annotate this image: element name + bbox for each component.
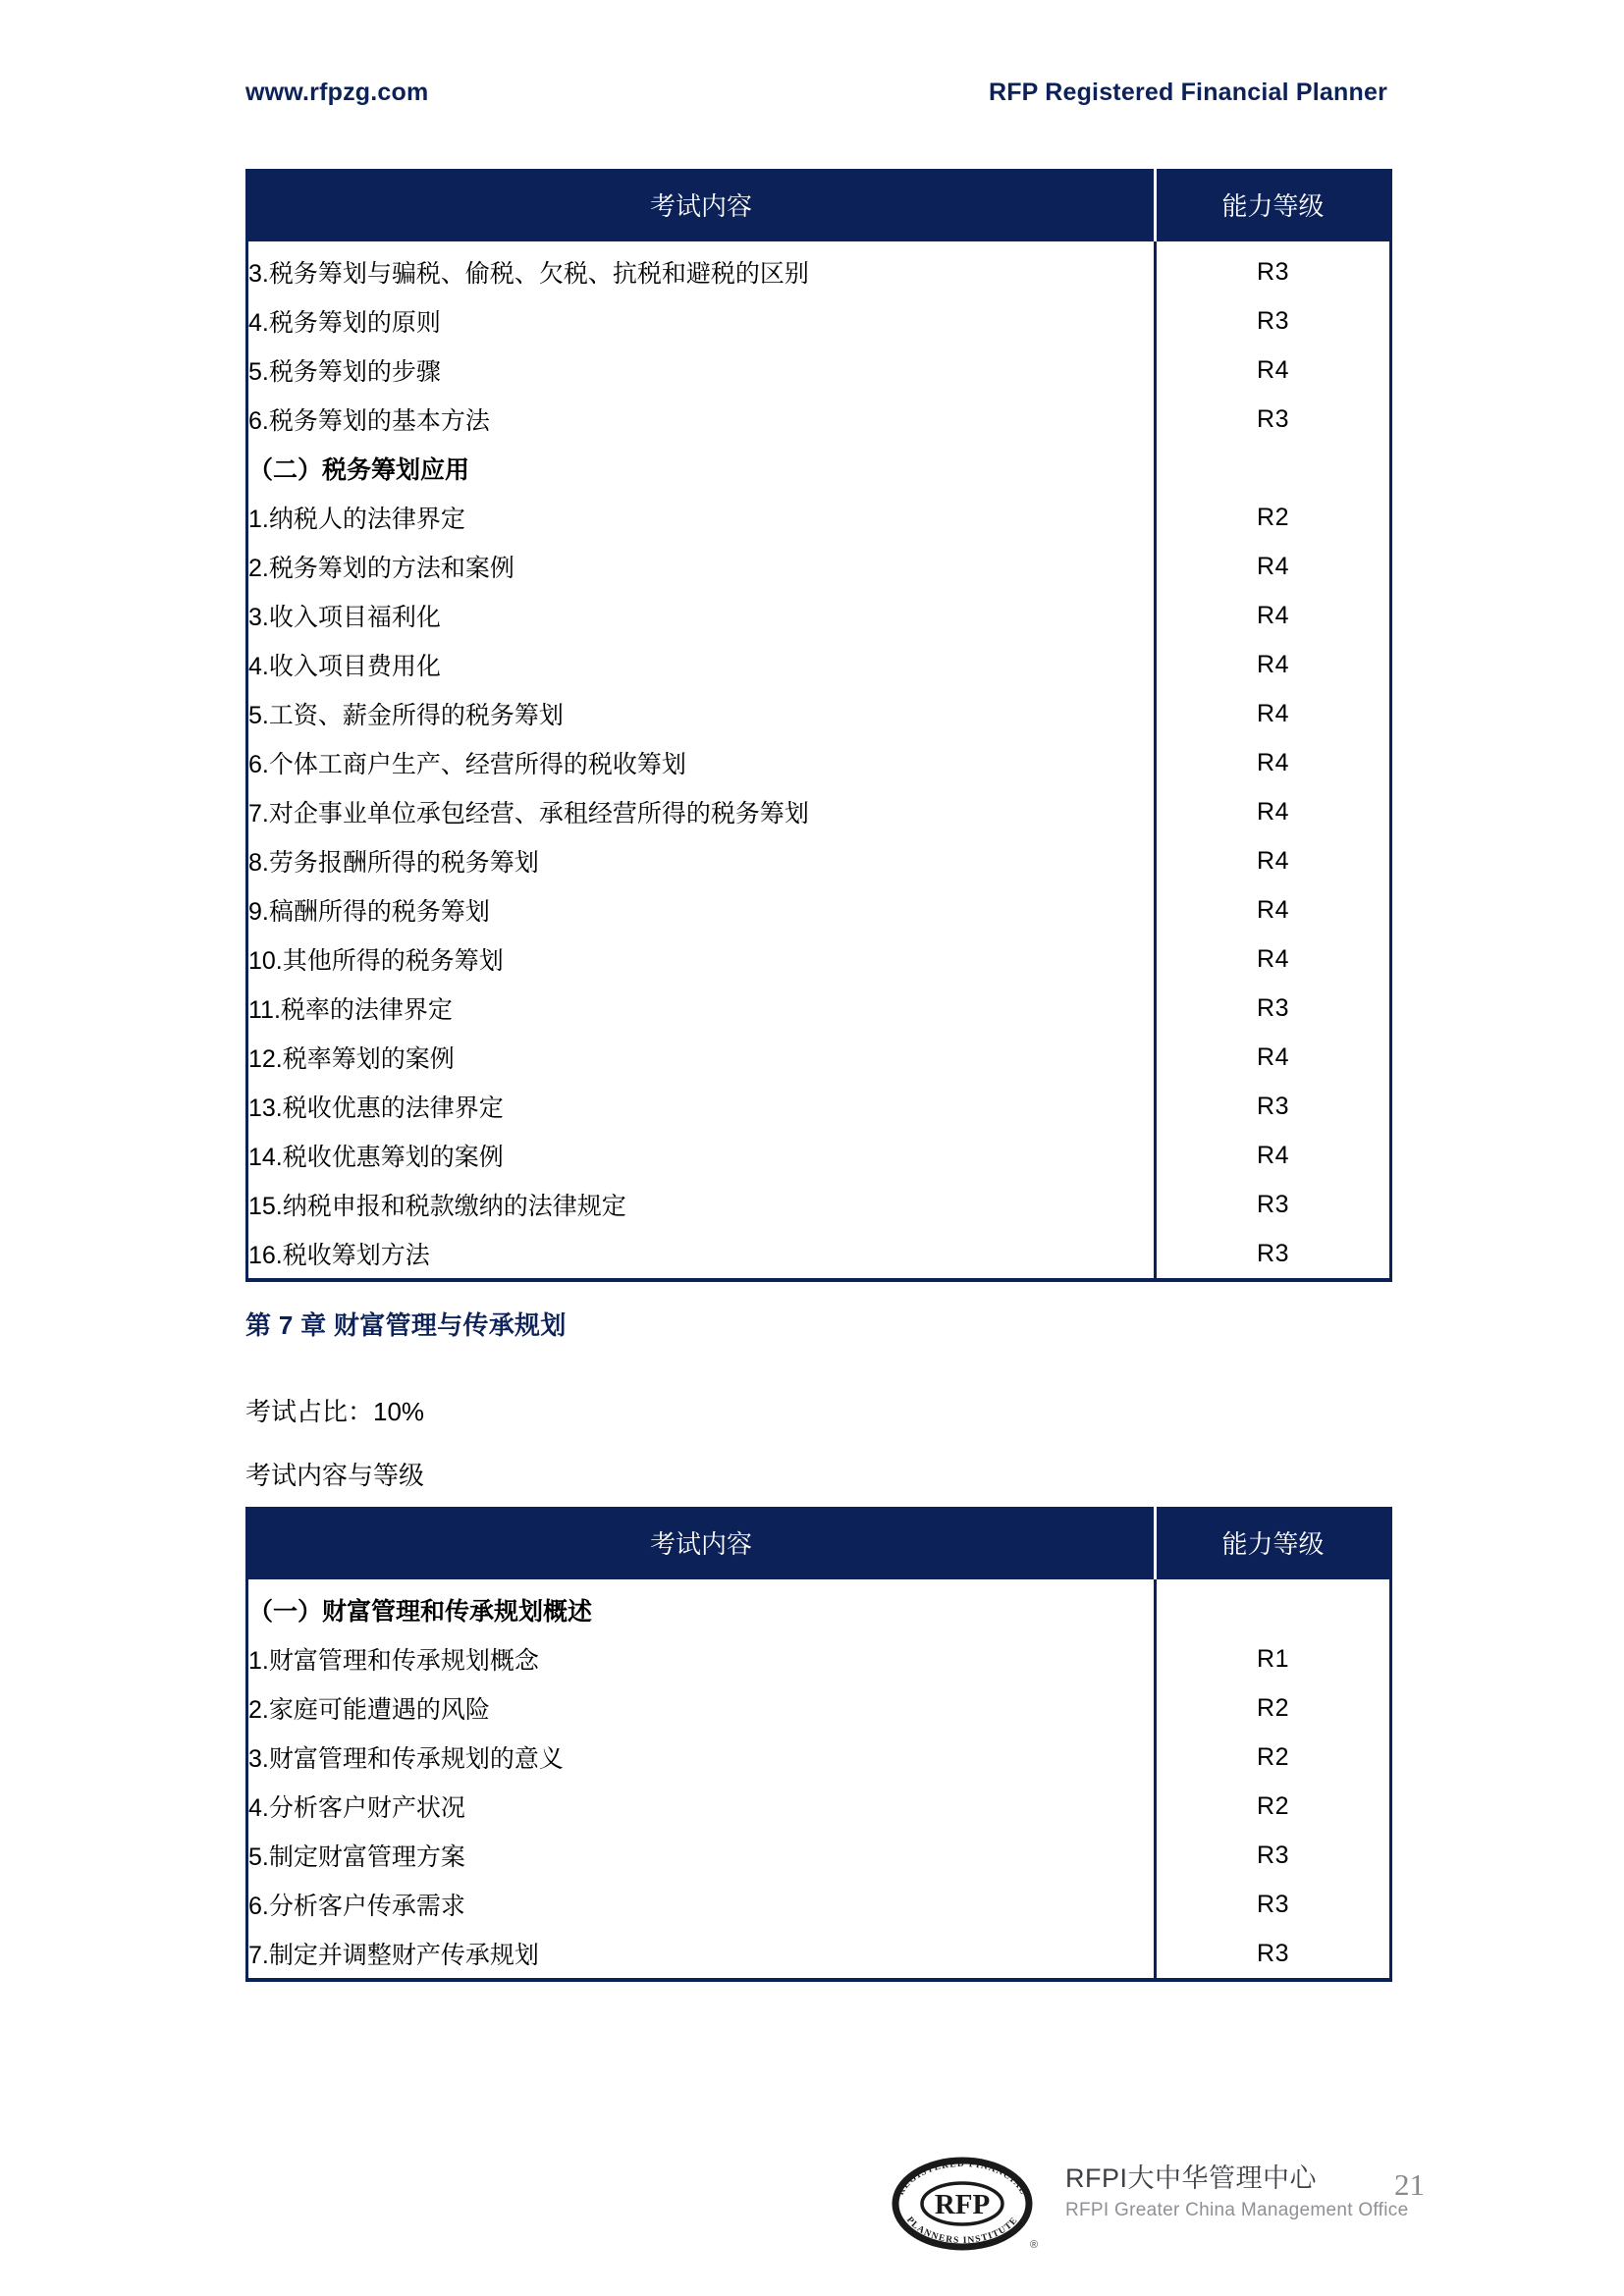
- content-cell: 5.工资、薪金所得的税务筹划: [247, 689, 1156, 738]
- table-row: [247, 1683, 1391, 1733]
- table-row: [247, 1634, 1391, 1683]
- table-row: [247, 836, 1391, 885]
- exam-content-table-chapter7: [245, 1507, 1392, 1982]
- table-row: [247, 1831, 1391, 1880]
- level-cell: R3: [1257, 404, 1289, 433]
- rfp-logo-arc-top: REGISTERED FINANCIAL: [895, 2159, 1029, 2198]
- rfp-logo: [879, 2153, 1046, 2251]
- exam-weight-line: 考试占比：10%: [245, 1397, 425, 1426]
- section-heading-cell: （二）税务筹划应用: [247, 444, 1156, 493]
- footer: [879, 2145, 1566, 2263]
- content-cell: 7.对企事业单位承包经营、承租经营所得的税务筹划: [247, 787, 1156, 836]
- level-cell: R2: [1257, 1791, 1289, 1820]
- table-body: [247, 1579, 1391, 1980]
- content-cell: 16.税收筹划方法: [247, 1229, 1156, 1280]
- section-heading-cell: （一）财富管理和传承规划概述: [247, 1579, 1156, 1634]
- level-cell: R4: [1257, 1141, 1289, 1169]
- column-header-level: 能力等级: [1156, 1507, 1391, 1579]
- content-cell: 11.税率的法律界定: [247, 984, 1156, 1033]
- content-cell: 2.家庭可能遭遇的风险: [247, 1683, 1156, 1733]
- content-cell: 6.个体工商户生产、经营所得的税收筹划: [247, 738, 1156, 787]
- content-cell: 9.稿酬所得的税务筹划: [247, 885, 1156, 934]
- content-cell: 4.分析客户财产状况: [247, 1782, 1156, 1831]
- rfp-logo-center-text: RFP: [934, 2189, 991, 2220]
- table-row: [247, 346, 1391, 395]
- level-cell: R4: [1257, 552, 1289, 580]
- table-row: [247, 640, 1391, 689]
- table-header: [247, 169, 1391, 241]
- level-cell: R3: [1257, 1092, 1289, 1120]
- column-header-level: 能力等级: [1156, 169, 1391, 241]
- table-row: [247, 542, 1391, 591]
- level-cell: R3: [1257, 1890, 1289, 1918]
- content-cell: 13.税收优惠的法律界定: [247, 1082, 1156, 1131]
- content-cell: 12.税率筹划的案例: [247, 1033, 1156, 1082]
- table-row: [247, 1082, 1391, 1131]
- content-cell: 14.税收优惠筹划的案例: [247, 1131, 1156, 1180]
- table-row: [247, 689, 1391, 738]
- level-cell: R4: [1257, 601, 1289, 629]
- level-cell: R4: [1257, 797, 1289, 826]
- table-row: [247, 738, 1391, 787]
- level-cell: R3: [1257, 1939, 1289, 1967]
- content-cell: 3.财富管理和传承规划的意义: [247, 1733, 1156, 1782]
- content-cell: 5.制定财富管理方案: [247, 1831, 1156, 1880]
- content-cell: 10.其他所得的税务筹划: [247, 934, 1156, 984]
- footer-org-block: [1065, 2163, 1408, 2221]
- level-cell: [1156, 444, 1391, 493]
- footer-org-en: RFPI Greater China Management Office: [1065, 2199, 1409, 2220]
- content-cell: 1.纳税人的法律界定: [247, 493, 1156, 542]
- content-cell: 5.税务筹划的步骤: [247, 346, 1156, 395]
- level-cell: R2: [1257, 1693, 1289, 1722]
- table-header-row: [247, 169, 1391, 241]
- level-cell: R4: [1257, 748, 1289, 776]
- level-cell: R3: [1257, 993, 1289, 1022]
- content-cell: 6.分析客户传承需求: [247, 1880, 1156, 1929]
- level-cell: R4: [1257, 846, 1289, 875]
- content-cell: 2.税务筹划的方法和案例: [247, 542, 1156, 591]
- column-header-content: 考试内容: [247, 1507, 1156, 1579]
- level-cell: R4: [1257, 650, 1289, 678]
- level-cell: R3: [1257, 257, 1289, 286]
- header-brand: RFP Registered Financial Planner: [988, 79, 1387, 106]
- level-cell: R3: [1257, 306, 1289, 335]
- content-cell: 3.税务筹划与骗税、偷税、欠税、抗税和避税的区别: [247, 241, 1156, 296]
- table-row: [247, 934, 1391, 984]
- level-cell: R4: [1257, 1042, 1289, 1071]
- running-header: [245, 79, 1389, 107]
- exam-content-subhead: 考试内容与等级: [245, 1461, 425, 1490]
- registered-mark: ®: [1029, 2239, 1039, 2251]
- page-number: 21: [1394, 2167, 1425, 2202]
- table-row: [247, 241, 1391, 296]
- footer-org-cn: RFPI大中华管理中心: [1065, 2163, 1318, 2193]
- table-row: [247, 1229, 1391, 1280]
- table-row: [247, 885, 1391, 934]
- table-row: [247, 787, 1391, 836]
- table-row: [247, 1929, 1391, 1980]
- table-body: [247, 241, 1391, 1280]
- content-cell: 1.财富管理和传承规划概念: [247, 1634, 1156, 1683]
- column-header-content: 考试内容: [247, 169, 1156, 241]
- content-cell: 7.制定并调整财产传承规划: [247, 1929, 1156, 1980]
- table-row: [247, 1131, 1391, 1180]
- table-section-row: [247, 1579, 1391, 1634]
- table-header-row: [247, 1507, 1391, 1579]
- table-header: [247, 1507, 1391, 1579]
- table-row: [247, 1733, 1391, 1782]
- table-row: [247, 1033, 1391, 1082]
- level-cell: R3: [1257, 1841, 1289, 1869]
- table-row: [247, 591, 1391, 640]
- level-cell: R3: [1257, 1190, 1289, 1218]
- content-cell: 6.税务筹划的基本方法: [247, 395, 1156, 444]
- content-cell: 4.税务筹划的原则: [247, 296, 1156, 346]
- level-cell: R4: [1257, 699, 1289, 727]
- level-cell: R2: [1257, 1742, 1289, 1771]
- exam-content-table-chapter6: [245, 169, 1392, 1282]
- level-cell: R3: [1257, 1239, 1289, 1267]
- header-website: www.rfpzg.com: [245, 79, 429, 106]
- level-cell: R4: [1257, 355, 1289, 384]
- content-cell: 15.纳税申报和税款缴纳的法律规定: [247, 1180, 1156, 1229]
- table-row: [247, 493, 1391, 542]
- level-cell: R4: [1257, 944, 1289, 973]
- chapter-title: 第 7 章 财富管理与传承规划: [245, 1310, 567, 1340]
- level-cell: R4: [1257, 895, 1289, 924]
- table-row: [247, 1782, 1391, 1831]
- rfp-logo-arc-bottom: PLANNERS INSTITUTE: [903, 2215, 1021, 2247]
- table-row: [247, 1880, 1391, 1929]
- level-cell: R2: [1257, 503, 1289, 531]
- level-cell: [1156, 1579, 1391, 1634]
- content-cell: 4.收入项目费用化: [247, 640, 1156, 689]
- table-row: [247, 395, 1391, 444]
- content-cell: 3.收入项目福利化: [247, 591, 1156, 640]
- table-row: [247, 1180, 1391, 1229]
- table-row: [247, 296, 1391, 346]
- table-row: [247, 984, 1391, 1033]
- level-cell: R1: [1257, 1644, 1289, 1673]
- content-cell: 8.劳务报酬所得的税务筹划: [247, 836, 1156, 885]
- table-section-row: [247, 444, 1391, 493]
